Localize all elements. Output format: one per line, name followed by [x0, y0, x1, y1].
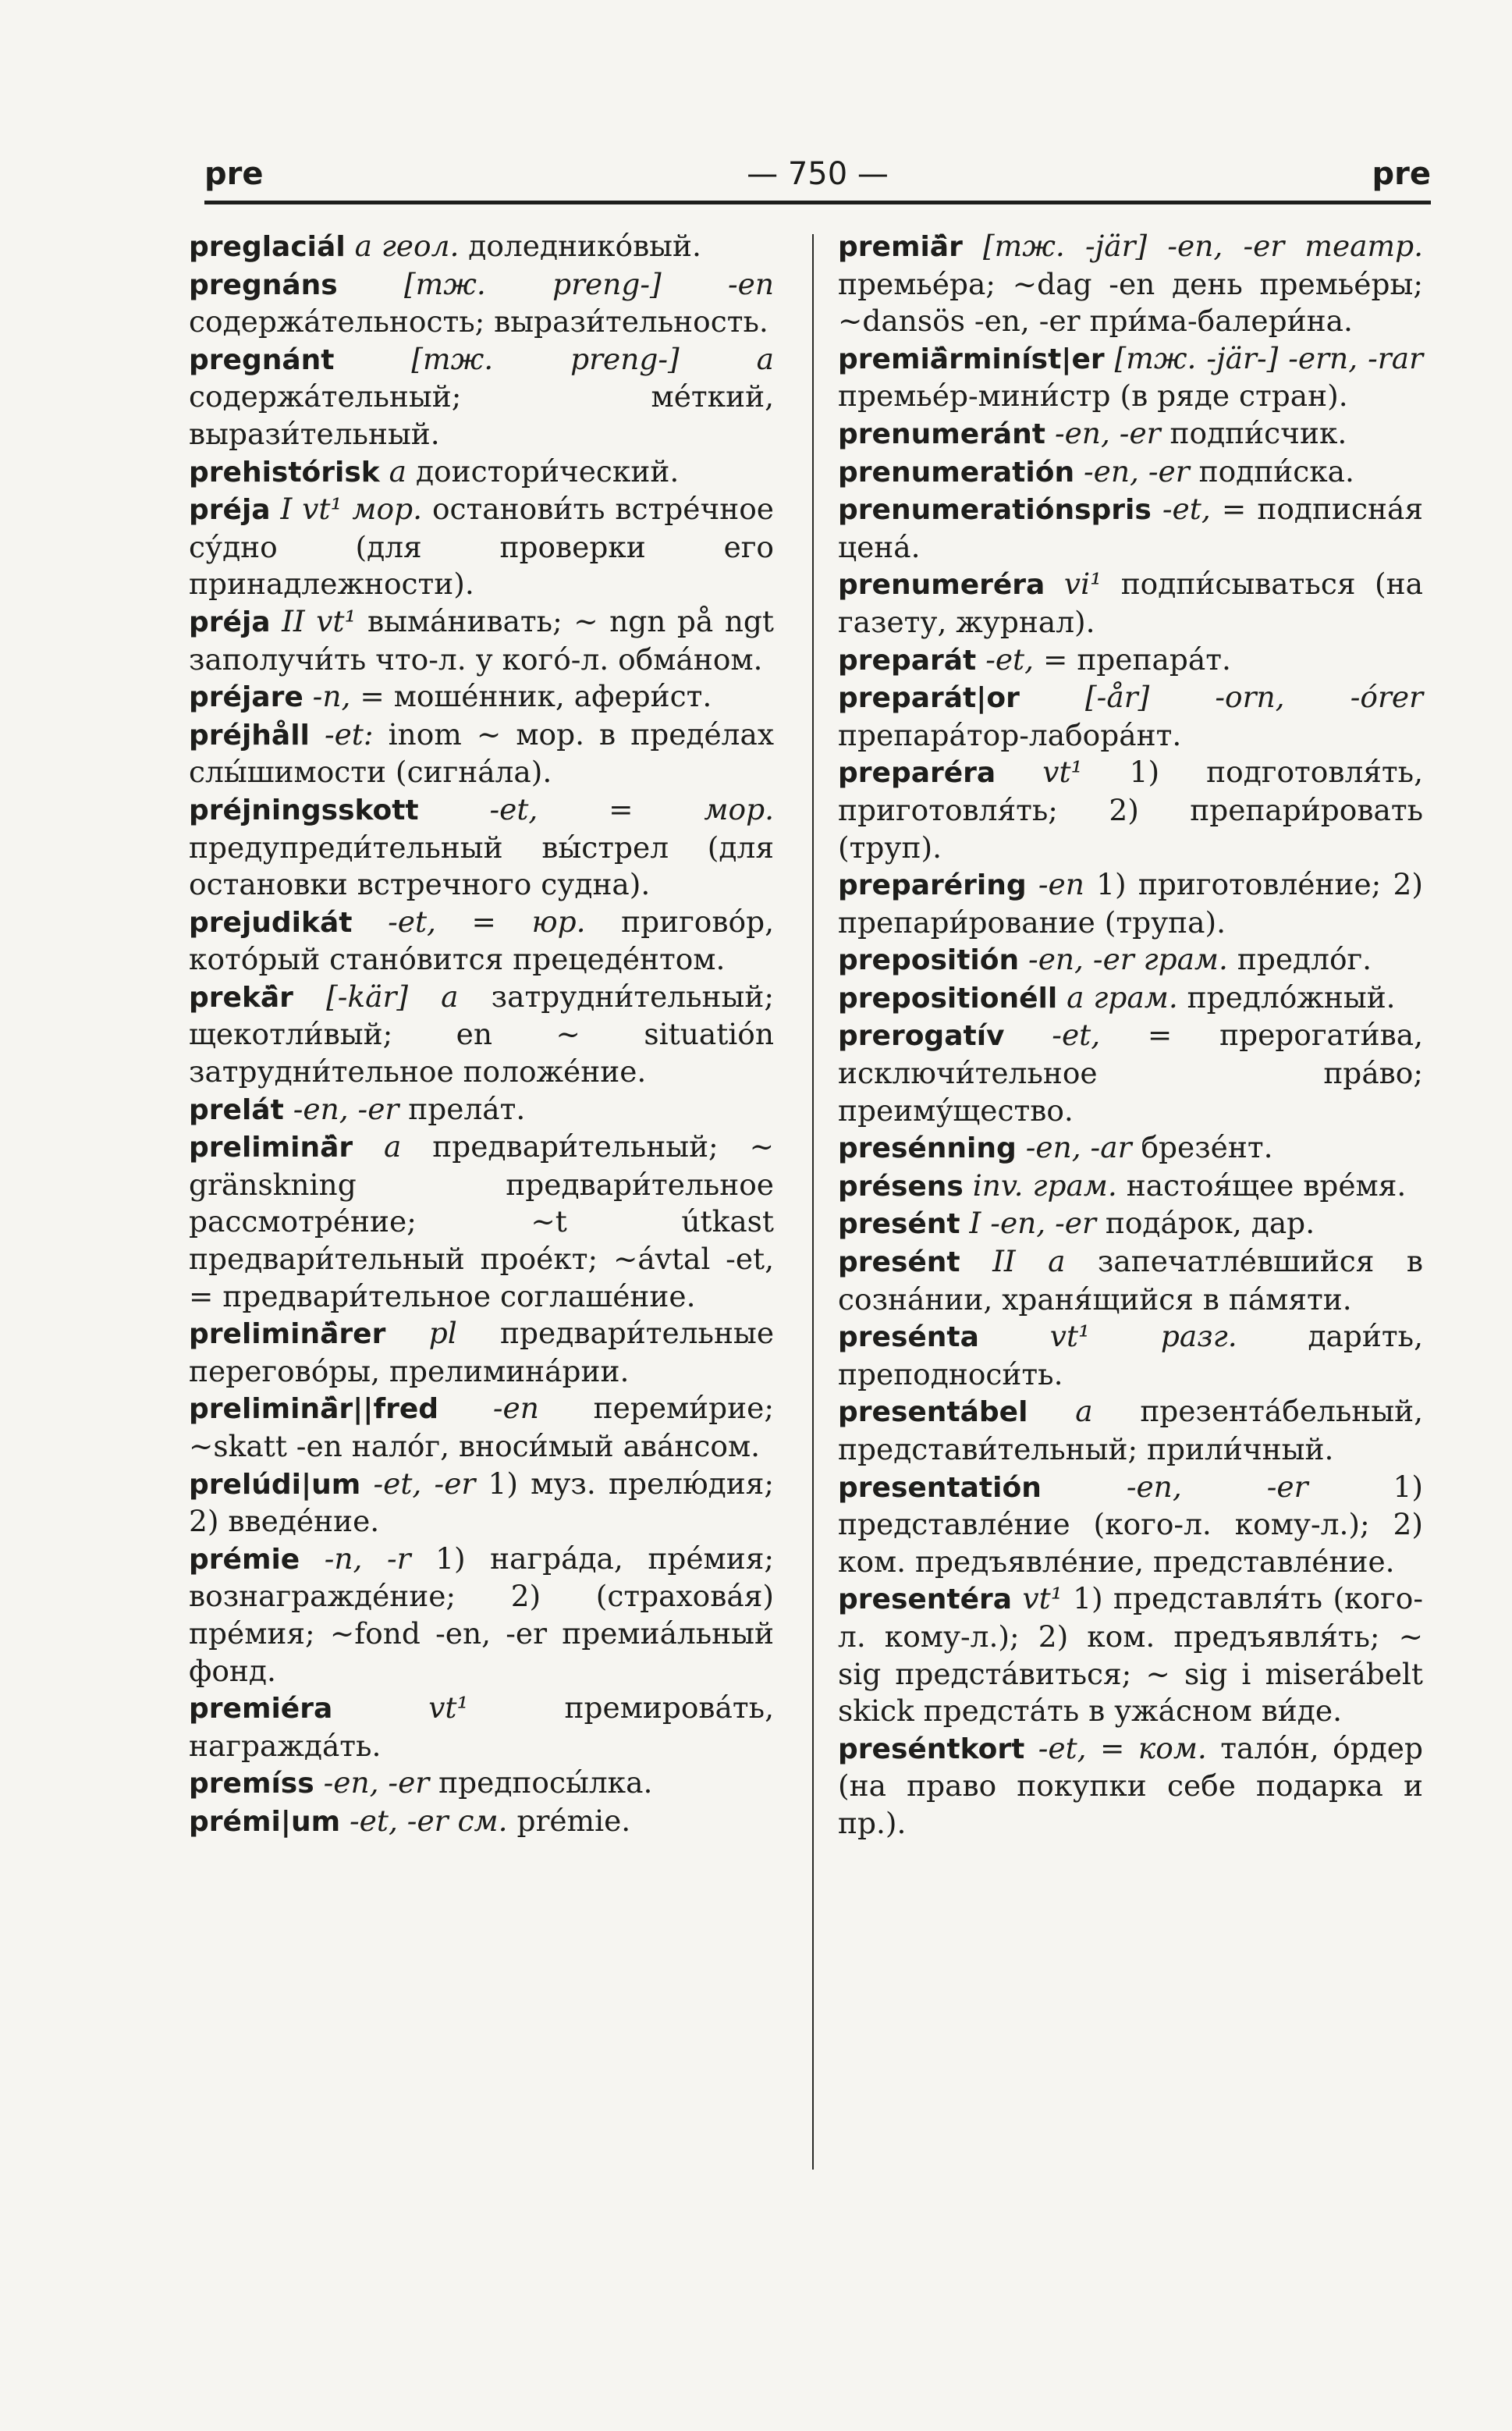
entry-headword: preparát|or [838, 682, 1020, 715]
dictionary-entry [838, 642, 1423, 680]
left-column [189, 228, 774, 1841]
entry-definition: прерогати́ва, исключи́тельное пра́во; преиму́щество. [838, 1018, 1424, 1128]
dictionary-entry [189, 979, 774, 1091]
entry-headword: prémie [189, 1543, 300, 1576]
header-rule [204, 201, 1431, 204]
entry-definition: препара́т. [1077, 642, 1231, 677]
entry-headword: pregnáns [189, 268, 338, 301]
entry-definition: предло́г. [1237, 942, 1372, 977]
entry-grammar: vi¹ [1063, 567, 1102, 602]
entry-grammar: [тж. preng-] a [411, 341, 774, 376]
entry-definition: брезе́нт. [1141, 1130, 1273, 1165]
entry-headword: presénta [838, 1321, 979, 1354]
entry-headword: premíss [189, 1768, 314, 1800]
dictionary-entry [838, 1393, 1423, 1468]
dictionary-entry [189, 1765, 774, 1803]
dictionary-entry [189, 491, 774, 603]
dictionary-entry [189, 266, 774, 341]
entry-grammar: -et, = юр. [388, 904, 586, 939]
entry-grammar: [-kär] a [326, 979, 459, 1014]
entry-headword: prekä̂r [189, 981, 293, 1014]
dictionary-entry [189, 228, 774, 266]
entry-definition: тало́н, о́рдер (на право покупки себе подарка и пр.). [838, 1730, 1423, 1840]
dictionary-entry [838, 1168, 1423, 1206]
entry-definition: подписна́я цена́. [838, 492, 1423, 564]
entry-headword: préjhåll [189, 719, 310, 752]
entry-grammar: [тж. -jär] -en, -er театр. [983, 229, 1424, 263]
entry-headword: preliminä̂rer [189, 1318, 386, 1351]
entry-grammar: -et, = [1162, 492, 1247, 527]
entry-definition: премье́ра; ~dag -en день премье́ры; ~dansös -en, -er при́ма-балери́на. [838, 266, 1423, 339]
entry-headword: preparéra [838, 757, 996, 790]
header-left-guideword: pre [204, 156, 264, 192]
entry-headword: prenumeránt [838, 418, 1046, 450]
entry-grammar: a [384, 1129, 402, 1164]
entry-grammar: -n, = [312, 679, 385, 714]
entry-grammar: vt¹ [428, 1690, 469, 1726]
entry-definition: подпи́счик. [1169, 415, 1347, 450]
entry-headword: prelát [189, 1093, 284, 1126]
entry-grammar: -n, -r [324, 1541, 411, 1576]
entry-definition: предвари́тельные перегово́ры, прелимина́рии. [189, 1316, 775, 1388]
entry-definition: предло́жный. [1187, 979, 1396, 1015]
entry-headword: presént [838, 1208, 960, 1241]
entry-grammar: II a [992, 1244, 1066, 1279]
dictionary-entry [838, 1243, 1423, 1318]
entry-definition: запечатле́вшийся в созна́нии, храня́щийся в па́мяти. [838, 1244, 1423, 1317]
dictionary-entry [189, 1803, 774, 1841]
dictionary-entry [189, 1128, 774, 1315]
entry-headword: presentábel [838, 1396, 1028, 1429]
dictionary-entry [838, 340, 1423, 415]
dictionary-entry [838, 228, 1423, 340]
entry-grammar: a грам. [1067, 979, 1178, 1015]
dictionary-entry [838, 979, 1423, 1018]
entry-headword: premiä̂rminíst|er [838, 343, 1105, 375]
dictionary-entry [838, 1205, 1423, 1243]
entry-grammar: -en [492, 1391, 539, 1426]
entry-headword: presénning [838, 1132, 1017, 1165]
entry-grammar: -en [1038, 867, 1084, 902]
dictionary-entry [189, 603, 774, 678]
dictionary-entry [838, 941, 1423, 979]
entry-headword: premiéra [189, 1693, 333, 1726]
entry-headword: préja [189, 606, 271, 638]
entry-definition: переми́рие; ~skatt -en нало́г, вноси́мый ава́нсом. [189, 1391, 774, 1463]
entry-definition: предупреди́тельный вы́стрел (для остановки встречного судна). [189, 830, 774, 902]
entry-definition: подпи́ска. [1198, 453, 1354, 489]
entry-headword: prenumeréra [838, 569, 1045, 602]
entry-grammar: -et, -er см. [350, 1803, 508, 1838]
page-number: — 750 — [747, 156, 889, 192]
entry-grammar: -en, -ar [1025, 1130, 1132, 1165]
entry-headword: presentatión [838, 1471, 1042, 1504]
entry-headword: prémi|um [189, 1805, 341, 1838]
entry-headword: prepositión [838, 944, 1020, 977]
entry-definition: 1) муз. прелю́дия; 2) введе́ние. [189, 1466, 775, 1539]
entry-grammar: inv. грам. [972, 1168, 1117, 1203]
right-column [838, 228, 1423, 1843]
entry-definition: премье́р-мини́стр (в ряде стран). [838, 379, 1348, 414]
entry-definition: моше́нник, афери́ст. [393, 679, 712, 714]
entry-headword: prehistórisk [189, 456, 380, 489]
entry-grammar: a геол. [354, 229, 460, 263]
entry-headword: preséntkort [838, 1733, 1025, 1765]
dictionary-entry [189, 1541, 774, 1690]
entry-grammar: [-år] -orn, -órer [1085, 680, 1424, 715]
entry-headword: préjare [189, 681, 303, 714]
entry-definition: дари́ть, преподноси́ть. [838, 1319, 1423, 1391]
column-divider [812, 234, 814, 2170]
entry-grammar: -et: [324, 716, 374, 752]
dictionary-entry [838, 754, 1423, 866]
header-right-guideword: pre [1372, 156, 1431, 192]
entry-definition: содержа́тельность; вырази́тельность. [189, 304, 768, 339]
dictionary-entry [838, 415, 1423, 453]
entry-definition: 1) представля́ть (кого-л. кому-л.); 2) ком. предъявля́ть; ~ sig предста́виться; ~ sig i miserábelt skick предста́ть в ужа́сном ви́де. [838, 1581, 1423, 1729]
entry-grammar: [тж. -jär-] -ern, -rar [1114, 340, 1424, 375]
dictionary-entry [838, 1730, 1423, 1843]
entry-grammar: -en, -er [293, 1091, 399, 1126]
entry-headword: prenumeratiónspris [838, 494, 1152, 527]
dictionary-entry [838, 566, 1423, 641]
entry-definition: 1) представле́ние (кого-л. кому-л.); 2) ком. предъявле́ние, представле́ние. [838, 1469, 1423, 1579]
entry-definition: 1) подготовля́ть, приготовля́ть; 2) препари́ровать (труп). [838, 755, 1424, 865]
entry-definition: выма́нивать; ~ ngn på ngt заполучи́ть что-л. у кого́-л. обма́ном. [189, 603, 774, 677]
entry-headword: presént [838, 1246, 960, 1279]
dictionary-entry [189, 1690, 774, 1765]
entry-grammar: -et, = мор. [489, 791, 774, 826]
entry-grammar: vt¹ разг. [1049, 1319, 1237, 1354]
entry-grammar: -en, -er [323, 1765, 430, 1800]
entry-headword: prelúdi|um [189, 1468, 361, 1501]
entry-headword: présens [838, 1170, 964, 1203]
entry-definition: препара́тор-лабора́нт. [838, 717, 1182, 752]
dictionary-entry [189, 904, 774, 979]
entry-definition: inom ~ мор. в преде́лах слы́шимости (сигна́ла). [189, 716, 775, 790]
entry-grammar: -et, = ком. [1038, 1730, 1207, 1765]
dictionary-entry [189, 341, 774, 453]
dictionary-entry [189, 1390, 774, 1465]
entry-grammar: -et, -er [373, 1466, 476, 1501]
dictionary-entry [838, 491, 1423, 566]
entry-headword: prenumeratión [838, 456, 1075, 489]
entry-grammar: -en, -er грам. [1028, 942, 1228, 977]
entry-grammar: -et, = [985, 642, 1068, 677]
entry-definition: настоя́щее вре́мя. [1126, 1168, 1407, 1203]
dictionary-entry [189, 453, 774, 492]
entry-headword: preliminä̂r||fred [189, 1393, 439, 1426]
entry-definition: доистори́ческий. [415, 453, 680, 489]
entry-grammar: vt¹ [1042, 755, 1083, 790]
dictionary-entry [838, 866, 1423, 941]
entry-definition: прела́т. [408, 1091, 526, 1126]
dictionary-entry [838, 679, 1423, 754]
entry-definition: премирова́ть, награжда́ть. [189, 1690, 774, 1763]
entry-headword: pregnánt [189, 343, 335, 376]
entry-definition: подпи́сываться (на газету, журнал). [838, 567, 1424, 639]
dictionary-entry [838, 1580, 1423, 1729]
dictionary-entry [189, 1315, 774, 1390]
entry-grammar: -en, -er [1126, 1469, 1308, 1504]
entry-headword: preparát [838, 644, 977, 677]
entry-definition: доледнико́вый. [468, 229, 701, 263]
dictionary-entry [838, 1017, 1423, 1129]
page-header [204, 156, 1431, 203]
entry-grammar: [тж. preng-] -en [404, 266, 774, 301]
entry-grammar: a [1075, 1394, 1093, 1429]
entry-headword: premiä̂r [838, 231, 963, 263]
entry-definition: предвари́тельный; ~ gränskning предвари́тельное рассмотре́ние; ~t útkast предвари́тельный прое́кт; ~ávtal -et, = предвари́тельное соглаше́ние. [189, 1129, 774, 1313]
entry-definition: пода́рок, дар. [1105, 1206, 1315, 1241]
entry-definition: презента́бельный, представи́тельный; прили́чный. [838, 1394, 1424, 1466]
entry-grammar: a [389, 453, 407, 489]
entry-definition: prémie. [516, 1803, 631, 1838]
entry-headword: preparéring [838, 869, 1027, 902]
dictionary-entry [189, 716, 774, 791]
entry-definition: пригово́р, кото́рый стано́вится прецеде́нтом. [189, 904, 775, 977]
entry-grammar: I -en, -er [969, 1206, 1096, 1241]
entry-definition: содержа́тельный; ме́ткий, вырази́тельный. [189, 379, 774, 451]
entry-grammar: vt¹ [1022, 1581, 1063, 1616]
dictionary-entry [838, 453, 1423, 492]
entry-grammar: -en, -er [1054, 415, 1161, 450]
dictionary-entry [189, 791, 774, 904]
entry-definition: 1) награ́да, пре́мия; вознагражде́ние; 2) (страхова́я) пре́мия; ~fond -en, -er премиа́льный фонд. [189, 1541, 774, 1688]
entry-grammar: -en, -er [1084, 453, 1190, 489]
entry-grammar: pl [428, 1316, 457, 1351]
entry-headword: prejudikát [189, 906, 353, 939]
dictionary-entry [838, 1469, 1423, 1581]
entry-headword: preglaciál [189, 231, 346, 263]
entry-grammar: I vt¹ мор. [280, 492, 423, 527]
dictionary-entry [189, 678, 774, 716]
entry-definition: затрудни́тельный; щекотли́вый; en ~ situatión затрудни́тельное положе́ние. [189, 979, 775, 1089]
entry-headword: préja [189, 494, 271, 527]
entry-headword: preliminä̂r [189, 1132, 353, 1164]
entry-headword: prepositionéll [838, 982, 1058, 1015]
entry-definition: 1) приготовле́ние; 2) препари́рование (трупа). [838, 867, 1424, 940]
entry-headword: presentéra [838, 1583, 1013, 1616]
entry-grammar: II vt¹ [282, 603, 357, 638]
entry-headword: prerogatív [838, 1020, 1005, 1053]
entry-definition: останови́ть встре́чное су́дно (для проверки его принадлежности). [189, 492, 775, 602]
dictionary-entry [189, 1466, 774, 1541]
dictionary-entry [838, 1318, 1423, 1393]
dictionary-entry [838, 1129, 1423, 1168]
entry-definition: предпосы́лка. [438, 1765, 653, 1800]
entry-headword: préjningsskott [189, 794, 419, 826]
entry-grammar: -et, = [1052, 1018, 1173, 1053]
dictionary-entry [189, 1091, 774, 1129]
